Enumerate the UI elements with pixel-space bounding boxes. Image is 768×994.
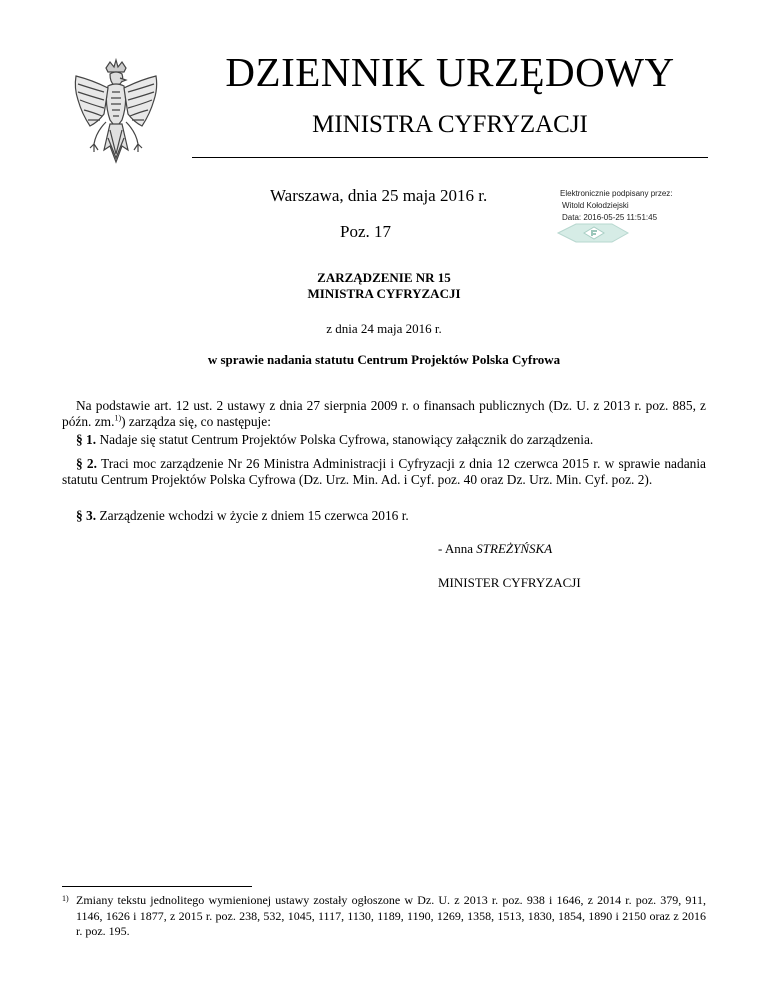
ordinance-subject: w sprawie nadania statutu Centrum Projektów Polska Cyfrowa xyxy=(207,352,561,367)
esignature-logo-icon xyxy=(556,222,630,244)
section-1-text: Nadaje się statut Centrum Projektów Polska Cyfrowa, stanowiący załącznik do zarządzenia. xyxy=(99,432,594,447)
journal-subtitle: MINISTRA CYFRYZACJI xyxy=(312,111,588,138)
signer-surname: STREŻYŃSKA xyxy=(476,541,553,556)
polish-eagle-emblem-icon xyxy=(64,58,168,178)
section-2-mark: § 2. xyxy=(76,456,97,471)
signer-name xyxy=(438,541,552,557)
footnote-mark: 1) xyxy=(62,894,69,903)
footnote-divider xyxy=(62,886,252,887)
signature-date: Data: 2016-05-25 11:51:45 xyxy=(562,213,658,222)
position-number: Poz. 17 xyxy=(340,222,391,241)
signature-label: Elektronicznie podpisany przez: xyxy=(560,189,673,198)
section-2 xyxy=(62,456,706,488)
footnote xyxy=(62,893,706,940)
footnote-text: Zmiany tekstu jednolitego wymienionej ustawy zostały ogłoszone w Dz. U. z 2013 r. poz. 938 i 1646, z 2014 r. poz. 379, 911, 1146, 1626 i 1877, z 2015 r. poz. 238, 532, 1045, 1117, 1130, 1189, 1190, 1269, 1358, 1513, 1830, 1854, 1890 i 2150 oraz z 2016 r. poz. 195. xyxy=(76,893,706,938)
section-3 xyxy=(62,508,706,524)
signer-title: MINISTER CYFRYZACJI xyxy=(438,575,581,590)
ordinance-number: ZARZĄDZENIE NR 15 xyxy=(317,270,451,285)
section-1 xyxy=(62,432,706,448)
electronic-signature-box xyxy=(560,188,673,224)
journal-title: DZIENNIK URZĘDOWY xyxy=(225,49,675,95)
ordinance-issuer: MINISTRA CYFRYZACJI xyxy=(307,286,461,301)
preamble-text-end: ) zarządza się, co następuje: xyxy=(121,414,271,429)
section-3-mark: § 3. xyxy=(76,508,97,523)
section-2-text: Traci moc zarządzenie Nr 26 Ministra Administracji i Cyfryzacji z dnia 12 czerwca 2015 r. w sprawie nadania statutu Centrum Projektów Polska Cyfrowa (Dz. Urz. Min. Ad. i Cyf. poz. 40 oraz Dz. Urz. Min. Cyf. poz. 2). xyxy=(62,456,706,487)
signature-signer: Witold Kołodziejski xyxy=(562,201,629,210)
preamble-text: Na podstawie art. 12 ust. 2 ustawy z dnia 27 sierpnia 2009 r. o finansach publicznych (Dz. U. z 2013 r. poz. 885, z późn. zm. xyxy=(62,398,706,429)
preamble-paragraph xyxy=(62,398,706,430)
section-1-mark: § 1. xyxy=(76,432,97,447)
section-3-text: Zarządzenie wchodzi w życie z dniem 15 czerwca 2016 r. xyxy=(99,508,409,523)
signer-prefix: - Anna xyxy=(438,541,477,556)
header-divider xyxy=(192,157,708,158)
ordinance-date: z dnia 24 maja 2016 r. xyxy=(326,321,442,336)
footnote-ref: 1) xyxy=(114,413,122,423)
place-date: Warszawa, dnia 25 maja 2016 r. xyxy=(270,186,488,205)
